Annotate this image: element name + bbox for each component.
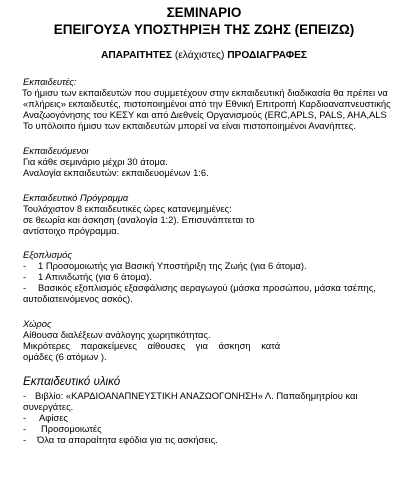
bullet-dash: -	[23, 412, 27, 423]
section-heading-instructors: Εκπαιδευτές:	[23, 76, 77, 87]
subtitle-main: ΑΠΑΡΑΙΤΗΤΕΣ	[100, 50, 172, 61]
bullet-dash: -	[23, 390, 27, 401]
list-item-text: Όλα τα απαραίτητα εφόδια για τις ασκήσεις.	[37, 434, 218, 445]
document-title-line1: ΣΕΜΙΝΑΡΙΟ	[166, 5, 242, 20]
list-item	[23, 271, 408, 282]
paragraph-line: «πλήρεις» εκπαιδευτές, πιστοποιημένοι από την Εθνική Επιτροπή Καρδιοαναπνευστικής	[23, 98, 391, 109]
list-item-continuation: συνεργάτες.	[23, 401, 74, 412]
list-item-text: 1 Προσομοιωτής για Βασική Υποστήριξη της Ζωής (για 6 άτομα).	[38, 260, 307, 271]
section-heading-program: Εκπαιδευτικό Πρόγραμμα	[23, 192, 129, 203]
paragraph-line: Τουλάχιστον 8 εκπαιδευτικές ώρες κατανεμημένες:	[23, 203, 232, 214]
paragraph-line: Αίθουσα διαλέξεων ανάλογης χωρητικότητας.	[23, 329, 211, 340]
paragraph-line: αντίστοιχο πρόγραμμα.	[23, 225, 120, 236]
list-item-text: Αφίσες	[39, 412, 68, 423]
list-item	[23, 282, 408, 293]
paragraph-line: Μικρότερες παρακείμενες αίθουσες για άσκηση κατά	[23, 340, 281, 351]
section-heading-material: Εκπαιδευτικό υλικό	[23, 375, 121, 388]
subtitle-end: ΠΡΟΔΙΑΓΡΑΦΕΣ	[227, 50, 308, 61]
section-heading-equipment: Εξοπλισμός	[23, 249, 72, 260]
list-item-continuation: αυτοδιατεινόμενος ασκός).	[23, 293, 133, 304]
section-material	[23, 375, 408, 445]
bullet-dash: -	[23, 260, 27, 271]
section-equipment	[23, 249, 408, 304]
section-heading-trainees: Εκπαιδευόμενοι	[23, 145, 89, 156]
list-item	[23, 423, 408, 434]
paragraph-line: Το υπόλοιπο ήμισυ των εκπαιδευτών μπορεί να είναι πιστοποιημένοι Ανανήπτες.	[23, 120, 356, 131]
bullet-dash: -	[23, 282, 27, 293]
list-item	[23, 412, 408, 423]
list-item-text: Προσομοιωτές	[41, 423, 102, 434]
bullet-dash: -	[23, 271, 27, 282]
list-item	[23, 260, 408, 271]
section-program	[23, 192, 408, 236]
document-title-line2: ΕΠΕΙΓΟΥΣΑ ΥΠΟΣΤΗΡΙΞΗ ΤΗΣ ΖΩΗΣ (ΕΠΕΙΖΩ)	[53, 22, 355, 37]
subtitle-paren: (ελάχιστες)	[174, 50, 225, 61]
bullet-dash: -	[23, 423, 27, 434]
paragraph-line: Αναλογία εκπαιδευτών: εκπαιδευομένων 1:6.	[23, 167, 209, 178]
section-heading-space: Χώρος	[23, 318, 52, 329]
bullet-dash: -	[23, 434, 27, 445]
list-item-text: 1 Απινιδωτής (για 6 άτομα).	[38, 271, 152, 282]
list-item	[23, 434, 408, 445]
paragraph-line: ομάδες (6 ατόμων ).	[23, 351, 107, 362]
paragraph-line: σε θεωρία και άσκηση (αναλογία 1:2). Επισυνάπτεται το	[23, 214, 255, 225]
section-instructors	[23, 76, 408, 131]
paragraph-line: Το ήμισυ των εκπαιδευτών που συμμετέχουν στην εκπαιδευτική διαδικασία θα πρέπει να	[22, 87, 388, 98]
paragraph-line: Αναζωογόνησης του ΚΕΣΥ και από Διεθνείς Οργανισμούς (ERC,APLS, PALS, AHA,ALS	[23, 109, 387, 120]
list-item	[23, 390, 408, 401]
document-subtitle	[0, 50, 408, 61]
list-item-text: Βιβλίο: «ΚΑΡΔΙΟΑΝΑΠΝΕΥΣΤΙΚΗ ΑΝΑΖΩΟΓΟΝΗΣΗ» Λ. Παπαδημητρίου και	[35, 390, 358, 401]
section-trainees	[23, 145, 408, 178]
paragraph-line: Για κάθε σεμινάριο μέχρι 30 άτομα.	[23, 156, 168, 167]
section-space	[23, 318, 408, 362]
list-item-text: Βασικός εξοπλισμός εξασφάλισης αεραγωγού (μάσκα προσώπου, μάσκα τσέπης,	[38, 282, 376, 293]
